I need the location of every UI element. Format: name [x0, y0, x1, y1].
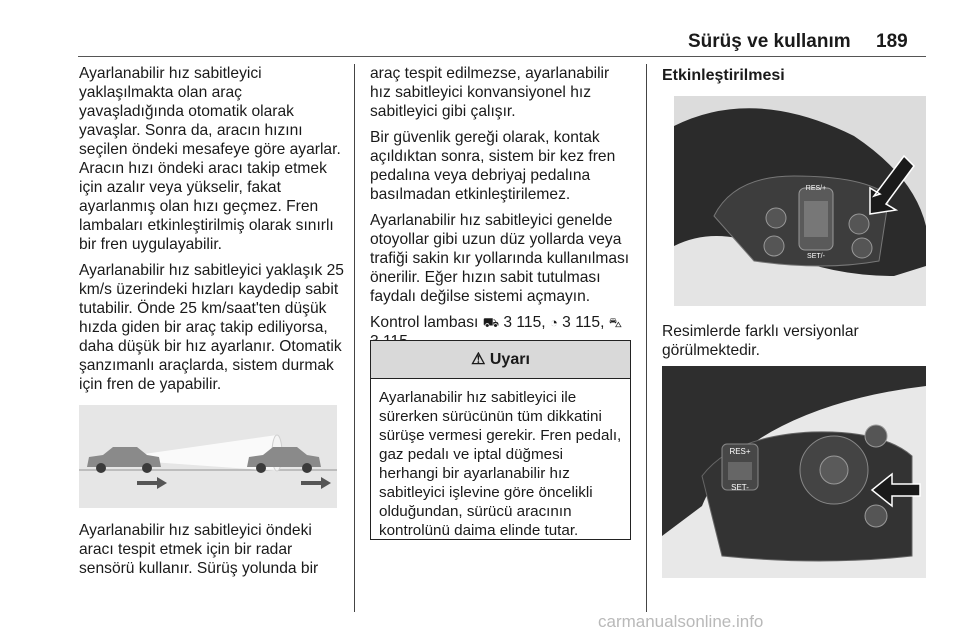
- figure-caption: Resimlerde farklı versiyonlar görülmektedir.: [662, 323, 859, 359]
- svg-text:RES+: RES+: [729, 447, 751, 456]
- page-number: 189: [876, 31, 908, 52]
- column-1: [79, 64, 345, 401]
- column-divider-2: [646, 64, 647, 612]
- section-heading: Etkinleştirilmesi: [662, 67, 785, 84]
- svg-text:SET-: SET-: [731, 483, 749, 492]
- paragraph: Ayarlanabilir hız sabitleyici öndeki aracı tespit etmek için bir radar sensörü kullanır. Sürüş yolunda bir: [79, 522, 319, 577]
- header-rule: [78, 56, 926, 57]
- page-ref[interactable]: 115,: [575, 314, 605, 331]
- column-divider-1: [354, 64, 355, 612]
- steering-wheel-image-1: [674, 96, 926, 306]
- warning-text: Ayarlanabilir hız sabitleyici ile sürerken sürücünün tüm dikkatini sürüşe vermesi gerekir. Fren pedalı, gaz pedalı ve iptal düğmesi herhangi bir ayarlanabilir hız sabitleyici işlevine göre öncelikli olduğundan, sürücü aracının kontrolünü daima elinde tutar.: [379, 389, 622, 539]
- paragraph: Ayarlanabilir hız sabitleyici yaklaşılmakta olan araç yavaşladığında otomatik olarak yavaşlar. Sonra da, aracın hızını seçilen öndeki mesafeye göre ayarlar. Aracın hızı öndeki aracı takip etmek için azalır veya yükselir, fakat ayarlanmış olan hızı geçmez. Fren lambaları etkinleştirilmiş olarak sınırlı bir fren uygulayabilir.: [79, 65, 341, 253]
- steering-wheel-image-2: [662, 366, 926, 578]
- radar-illustration: [79, 405, 337, 508]
- paragraph: Ayarlanabilir hız sabitleyici genelde otoyollar gibi uzun düz yollarda veya trafiği sakin kır yollarında kullanılması önerilir. Eğer hızın sabit tutulması faydalı değilse sistemi açmayın.: [370, 212, 630, 305]
- svg-text:SET/-: SET/-: [807, 253, 825, 260]
- cruise-lamp-icon: ◔: [549, 315, 558, 330]
- column-3: [662, 64, 926, 85]
- section-title: Sürüş ve kullanım: [688, 31, 851, 52]
- page-ref[interactable]: 115,: [516, 314, 546, 331]
- page-header: [0, 0, 960, 60]
- svg-text:RES/+: RES/+: [805, 185, 827, 192]
- paragraph-control-lamps: Kontrol lambası ⛟ 3 115, ◔ 3 115, ⛍: [370, 313, 632, 351]
- paragraph: Ayarlanabilir hız sabitleyici yaklaşık 25 km/s üzerindeki hızları kaydedip sabit tutabilir. Önde 25 km/saat'ten düşük hızda giden bir araç takip ediliyorsa, daha düşük bir hız ayarlanır. Otomatik şanzımanlı araçlarda, sistem durmak için fren de yapabilir.: [79, 262, 344, 393]
- warning-header: ⚠ Uyarı: [371, 341, 630, 379]
- column-1-continued: [79, 521, 345, 585]
- car-lamp-icon: ⛟: [482, 315, 500, 330]
- warning-box: [370, 340, 631, 540]
- paragraph: araç tespit edilmezse, ayarlanabilir hız sabitleyici konvansiyonel hız sabitleyici gibi çalışır.: [370, 65, 610, 120]
- distance-lamp-icon: ⛍: [608, 315, 623, 330]
- watermark: carmanualsonline.info: [598, 612, 764, 631]
- page-ref-arrow: 3: [503, 314, 513, 331]
- paragraph: Bir güvenlik gereği olarak, kontak açıldıktan sonra, sistem bir kez fren pedalına veya debriyaj pedalına basılmadan etkinleştirilemez.: [370, 129, 616, 203]
- page-ref-arrow: 3: [562, 314, 571, 331]
- warning-triangle-icon: ⚠: [471, 351, 486, 368]
- column-2: [370, 64, 632, 358]
